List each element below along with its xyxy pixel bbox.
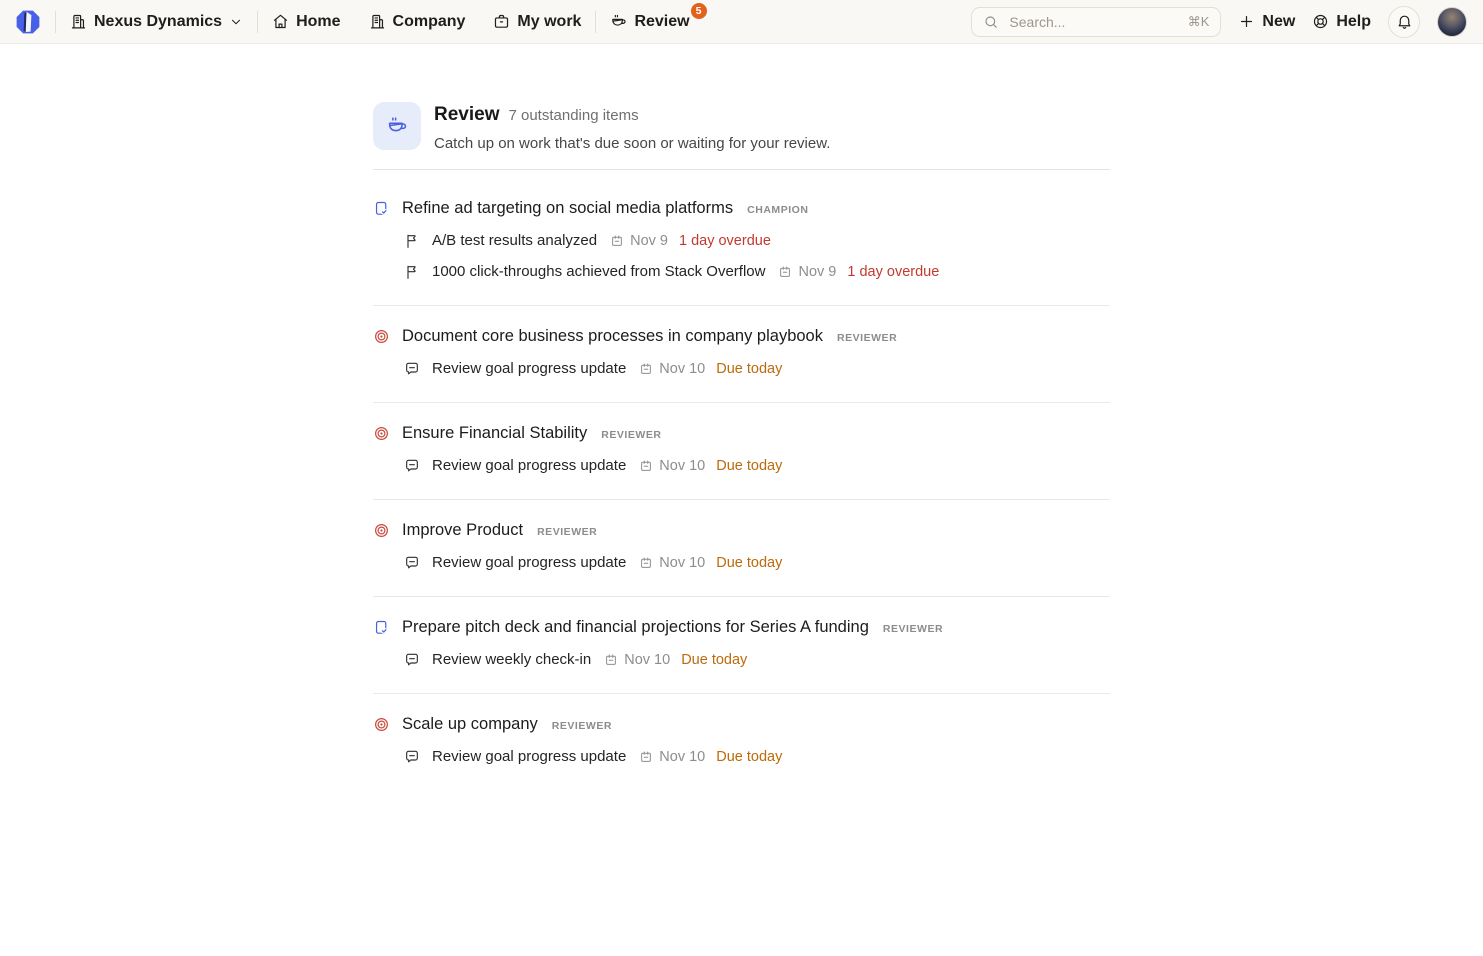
nav-item-home[interactable] [272, 13, 340, 31]
calendar-icon [639, 362, 653, 376]
workspace-name: Nexus Dynamics [94, 12, 223, 30]
group-title-link[interactable] [373, 618, 1110, 637]
due-date: Nov 10 [659, 748, 706, 765]
role-badge: REVIEWER [601, 428, 662, 441]
role-badge: REVIEWER [551, 719, 612, 732]
plus-icon [1238, 13, 1255, 30]
nav-separator [257, 11, 258, 33]
workspace-switcher[interactable] [70, 13, 243, 31]
goal-icon [373, 716, 390, 733]
comment-icon [404, 749, 420, 765]
group-title-link[interactable] [373, 715, 1110, 734]
goal-icon [373, 328, 390, 345]
calendar-icon [639, 750, 653, 764]
review-group [373, 694, 1110, 790]
review-item[interactable] [404, 457, 1110, 474]
nav-item-label: Company [392, 12, 466, 30]
new-button[interactable] [1238, 13, 1295, 31]
nav-item-my-work[interactable] [493, 13, 581, 31]
calendar-icon [610, 234, 624, 248]
review-group [373, 403, 1110, 500]
review-page [373, 44, 1110, 790]
briefcase-icon [493, 13, 510, 30]
status-label: 1 day overdue [678, 232, 771, 249]
calendar-icon [604, 653, 618, 667]
review-item[interactable] [404, 360, 1110, 377]
due-date: Nov 9 [798, 263, 837, 280]
top-nav [0, 0, 1483, 44]
review-item[interactable] [404, 748, 1110, 765]
due-date: Nov 10 [659, 457, 706, 474]
nav-item-company[interactable] [369, 13, 466, 31]
building-icon [70, 13, 87, 30]
review-item-text: A/B test results analyzed [432, 232, 598, 249]
page-title: Review [434, 104, 500, 125]
initiative-icon [373, 619, 390, 636]
status-label: Due today [716, 360, 783, 377]
calendar-icon [639, 556, 653, 570]
new-button-label: New [1262, 12, 1296, 30]
flag-icon [404, 264, 420, 280]
due-date: Nov 10 [624, 651, 671, 668]
bell-icon [1396, 13, 1413, 30]
lifebuoy-icon [1312, 13, 1329, 30]
group-title-link[interactable] [373, 199, 1110, 218]
help-button[interactable] [1312, 13, 1371, 31]
status-label: 1 day overdue [847, 263, 940, 280]
due-date: Nov 10 [659, 554, 706, 571]
group-title: Document core business processes in company playbook [402, 327, 823, 345]
role-badge: CHAMPION [747, 203, 809, 216]
nav-item-label: Home [296, 12, 341, 30]
review-group [373, 306, 1110, 403]
help-button-label: Help [1336, 12, 1371, 30]
group-title: Ensure Financial Stability [402, 424, 588, 442]
group-title-link[interactable] [373, 521, 1110, 540]
goal-icon [373, 522, 390, 539]
group-title-link[interactable] [373, 327, 1110, 346]
initiative-icon [373, 200, 390, 217]
comment-icon [404, 458, 420, 474]
group-title: Prepare pitch deck and financial projections for Series A funding [402, 618, 869, 636]
review-item-text: Review goal progress update [432, 554, 627, 571]
notifications-button[interactable] [1388, 6, 1420, 38]
nav-separator [595, 11, 596, 33]
role-badge: REVIEWER [882, 622, 944, 635]
review-item-text: Review goal progress update [432, 748, 627, 765]
home-icon [272, 13, 289, 30]
chevron-down-icon [229, 15, 243, 29]
due-date: Nov 9 [630, 232, 668, 249]
comment-icon [404, 652, 420, 668]
status-label: Due today [681, 651, 748, 668]
comment-icon [404, 555, 420, 571]
comment-icon [404, 361, 420, 377]
page-header [373, 44, 1110, 170]
review-item-text: 1000 click-throughs achieved from Stack Overflow [432, 263, 766, 280]
group-title: Improve Product [402, 521, 524, 539]
search-shortcut: ⌘K [1187, 13, 1210, 29]
flag-icon [404, 233, 420, 249]
review-item[interactable] [404, 263, 1110, 280]
review-item[interactable] [404, 651, 1110, 668]
group-title: Refine ad targeting on social media platforms [402, 199, 734, 217]
review-group [373, 170, 1110, 306]
search-input[interactable] [1007, 13, 1179, 31]
review-count-badge: 5 [691, 3, 707, 19]
review-group [373, 597, 1110, 694]
building-icon [369, 13, 386, 30]
status-label: Due today [716, 748, 783, 765]
calendar-icon [639, 459, 653, 473]
coffee-icon [610, 13, 627, 30]
review-item-text: Review goal progress update [432, 457, 627, 474]
review-item-text: Review weekly check-in [432, 651, 592, 668]
status-label: Due today [716, 457, 783, 474]
status-label: Due today [716, 554, 783, 571]
review-item-text: Review goal progress update [432, 360, 627, 377]
nav-item-label: My work [517, 12, 582, 30]
nav-item-review[interactable] [610, 4, 702, 31]
review-item[interactable] [404, 232, 1110, 249]
goal-icon [373, 425, 390, 442]
calendar-icon [778, 265, 792, 279]
search-box[interactable] [971, 7, 1221, 37]
user-avatar[interactable] [1437, 7, 1467, 37]
app-logo[interactable] [15, 9, 41, 35]
review-item[interactable] [404, 554, 1110, 571]
page-subtitle: Catch up on work that's due soon or waiting for your review. [434, 135, 831, 152]
nav-item-label: Review [634, 12, 690, 30]
nav-separator [55, 11, 56, 33]
coffee-icon [373, 102, 421, 150]
due-date: Nov 10 [659, 360, 706, 377]
role-badge: REVIEWER [537, 525, 598, 538]
group-title-link[interactable] [373, 424, 1110, 443]
primary-nav [272, 13, 581, 31]
outstanding-count: 7 outstanding items [508, 107, 639, 124]
review-group [373, 500, 1110, 597]
group-title: Scale up company [402, 715, 538, 733]
role-badge: REVIEWER [836, 331, 898, 344]
search-icon [983, 14, 999, 30]
